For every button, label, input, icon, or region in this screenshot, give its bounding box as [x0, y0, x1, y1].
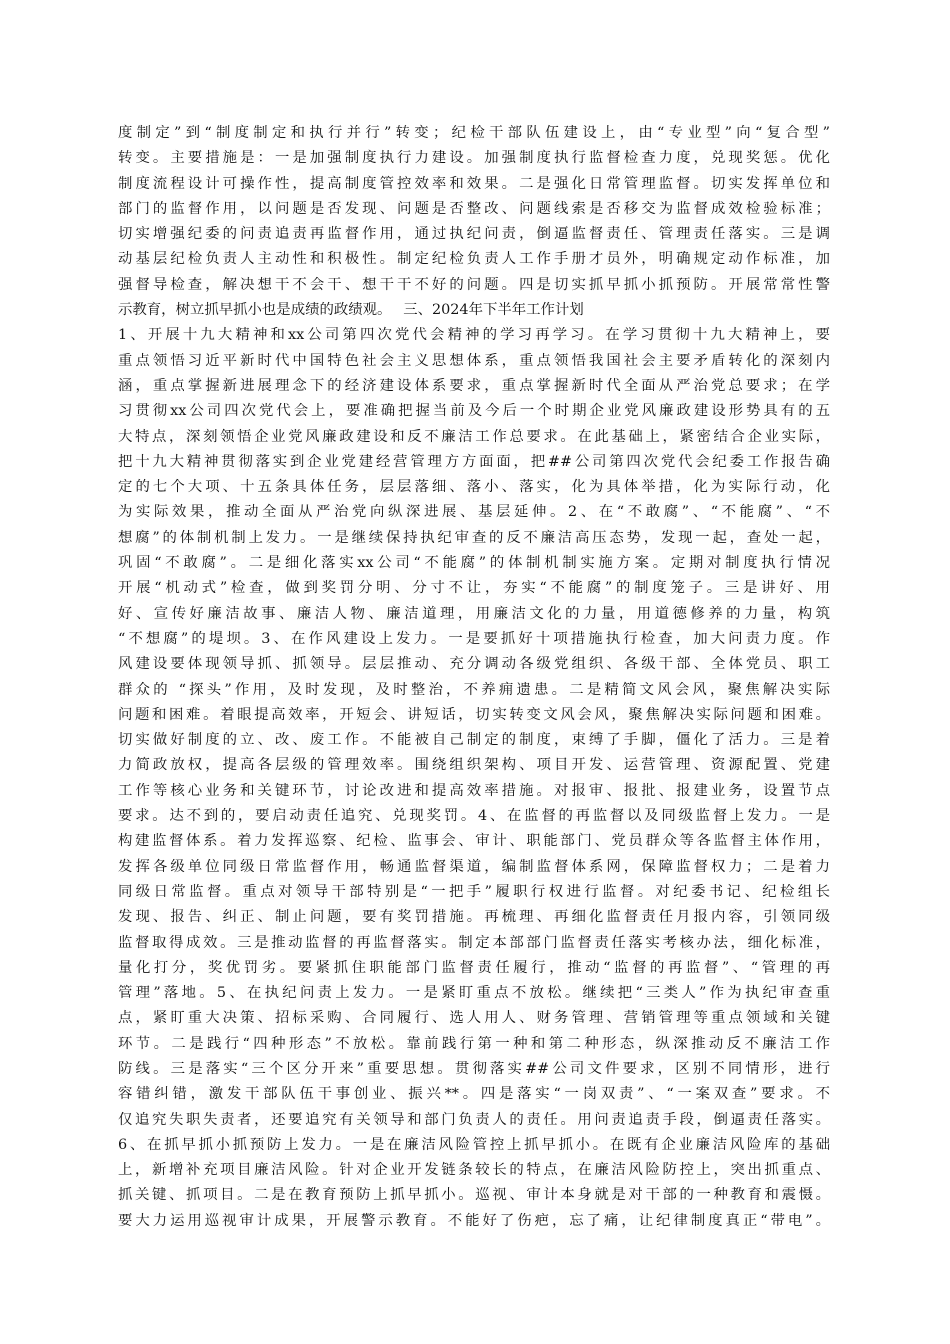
- text-line: 转变。主要措施是：一是加强制度执行力建设。加强制度执行监督检查力度，兑现奖惩。优化: [118, 150, 830, 167]
- text-line: 开展“机动式”检查，做到奖罚分明、分寸不让，夯实“不能腐”的制度笼子。三是讲好、用: [118, 580, 830, 597]
- text-line: 点，紧盯重大决策、招标采购、合同履行、选人用人、财务管理、营销管理等重点领域和关键: [118, 1010, 830, 1027]
- text-line: 问题和困难。着眼提高效率，开短会、讲短话，切实转变文风会风，聚焦解决实际问题和困难。: [118, 706, 830, 723]
- text-line: 要求。达不到的，要启动责任追究、兑现奖罚。4、在监督的再监督以及同级监督上发力。一是: [118, 808, 830, 825]
- text-line: 发挥各级单位同级日常监督作用，畅通监督渠道，编制监督体系网，保障监督权力；二是着力: [118, 858, 830, 875]
- text-line: 力简政放权，提高各层级的管理效率。围绕组织架构、项目开发、运营管理、资源配置、党建: [118, 757, 830, 774]
- text-line: 风建设要体现领导抓、抓领导。层层推动、充分调动各级党组织、各级干部、全体党员、职工: [118, 656, 830, 673]
- text-line: “不想腐”的堤坝。3、在作风建设上发力。一是要抓好十项措施执行检查，加大问责力度。作: [118, 630, 830, 647]
- text-line: 6、在抓早抓小抓预防上发力。一是在廉洁风险管控上抓早抓小。在既有企业廉洁风险库的基础: [118, 1136, 830, 1153]
- text-line: 构建监督体系。着力发挥巡察、纪检、监事会、审计、职能部门、党员群众等各监督主体作用，: [118, 833, 830, 850]
- text-line: 想腐”的体制机制上发力。一是继续保持执纪审查的反不廉洁高压态势，发现一起，查处一起，: [118, 529, 830, 546]
- text-line: 大特点，深刻领悟企业党风廉政建设和反不廉洁工作总要求。在此基础上，紧密结合企业实际，: [118, 428, 830, 445]
- text-line: 同级日常监督。重点对领导干部特别是“一把手”履职行权进行监督。对纪委书记、纪检组长: [118, 883, 830, 900]
- text-line: 工作等核心业务和关键环节，讨论改进和提高效率措施。对报审、报批、报建业务，设置节点: [118, 782, 830, 799]
- text-line: 抓关键、抓项目。二是在教育预防上抓早抓小。巡视、审计本身就是对干部的一种教育和震慑。: [118, 1187, 830, 1204]
- text-line: 仅追究失职失责者，还要追究有关领导和部门负责人的责任。用问责追责手段，倒逼责任落实。: [118, 1111, 830, 1128]
- text-line: 切实做好制度的立、改、废工作。不能被自己制定的制度，束缚了手脚，僵化了活力。三是着: [118, 732, 830, 749]
- text-line: 定的七个大项、十五条具体任务，层层落细、落小、落实，化为具体举措，化为实际行动，化: [118, 479, 830, 496]
- text-line: 为实际效果，推动全面从严治党向纵深进展、基层延伸。2、在“不敢腐”、“不能腐”、“不: [118, 504, 830, 521]
- text-line: 把十九大精神贯彻落实到企业党建经营管理方方面面，把##公司第四次党代会纪委工作报告确: [118, 453, 830, 470]
- text-line: 量化打分，奖优罚劣。要紧抓住职能部门监督责任履行，推动“监督的再监督”、“管理的再: [118, 959, 830, 976]
- text-line: 上，新增补充项目廉洁风险。针对企业开发链条较长的特点，在廉洁风险防控上，突出抓重点、: [118, 1162, 830, 1179]
- text-line: 度制定”到“制度制定和执行并行”转变；纪检干部队伍建设上，由“专业型”向“复合型”: [118, 125, 830, 141]
- text-line: 发现、报告、纠正、制止问题，要有奖罚措施。再梳理、再细化监督责任月报内容，引领同级: [118, 909, 830, 926]
- text-line: 习贯彻xx公司四次党代会上，要准确把握当前及今后一个时期企业党风廉政建设形势具有的五: [118, 403, 830, 420]
- text-line: 制度流程设计可操作性，提高制度管控效率和效果。二是强化日常管理监督。切实发挥单位和: [118, 175, 830, 192]
- text-line: 1、开展十九大精神和xx公司第四次党代会精神的学习再学习。在学习贯彻十九大精神上，要: [118, 327, 830, 344]
- text-line: 强督导检查，解决想干不会干、想干干不好的问题。四是切实抓早抓小抓预防。开展常常性警: [118, 276, 830, 293]
- document-body: [118, 121, 830, 1234]
- text-line: 容错纠错，激发干部队伍干事创业、振兴**。四是落实“一岗双责”、“一案双查”要求。不: [118, 1086, 830, 1103]
- text-line: 动基层纪检负责人主动性和积极性。制定纪检负责人工作手册才员外，明确规定动作标准，加: [118, 251, 830, 268]
- text-line: 群众的 “探头”作用，及时发现，及时整治，不养痈遗患。二是精简文风会风，聚焦解决实际: [118, 681, 830, 698]
- text-line: 涵，重点掌握新进展理念下的经济建设体系要求，重点掌握新时代全面从严治党总要求；在学: [118, 377, 830, 394]
- text-line: 部门的监督作用，以问题是否发现、问题是否整改、问题线索是否移交为监督成效检验标准；: [118, 200, 830, 217]
- text-line: 重点领悟习近平新时代中国特色社会主义思想体系，重点领悟我国社会主要矛盾转化的深刻内: [118, 352, 830, 369]
- text-line: 防线。三是落实“三个区分开来”重要思想。贯彻落实##公司文件要求，区别不同情形，进行: [118, 1060, 830, 1077]
- text-line: 切实增强纪委的问责追责再监督作用，通过执纪问责，倒逼监督责任、管理责任落实。三是调: [118, 226, 830, 243]
- text-line: 示教育，树立抓早抓小也是成绩的政绩观。 三、2024年下半年工作计划: [118, 302, 584, 319]
- text-line: 监督取得成效。三是推动监督的再监督落实。制定本部部门监督责任落实考核办法，细化标准，: [118, 934, 830, 951]
- text-line: 管理”落地。5、在执纪问责上发力。一是紧盯重点不放松。继续把“三类人”作为执纪审查重: [118, 985, 830, 1002]
- text-line: 巩固“不敢腐”。二是细化落实xx公司“不能腐”的体制机制实施方案。定期对制度执行情况: [118, 555, 830, 572]
- text-line: 要大力运用巡视审计成果，开展警示教育。不能好了伤疤，忘了痛，让纪律制度真正“带电”。: [118, 1212, 830, 1229]
- text-line: 环节。二是践行“四种形态”不放松。靠前践行第一种和第二种形态，纵深推动反不廉洁工作: [118, 1035, 830, 1052]
- text-line: 好、宣传好廉洁故事、廉洁人物、廉洁道理，用廉洁文化的力量，用道德修养的力量，构筑: [118, 605, 830, 622]
